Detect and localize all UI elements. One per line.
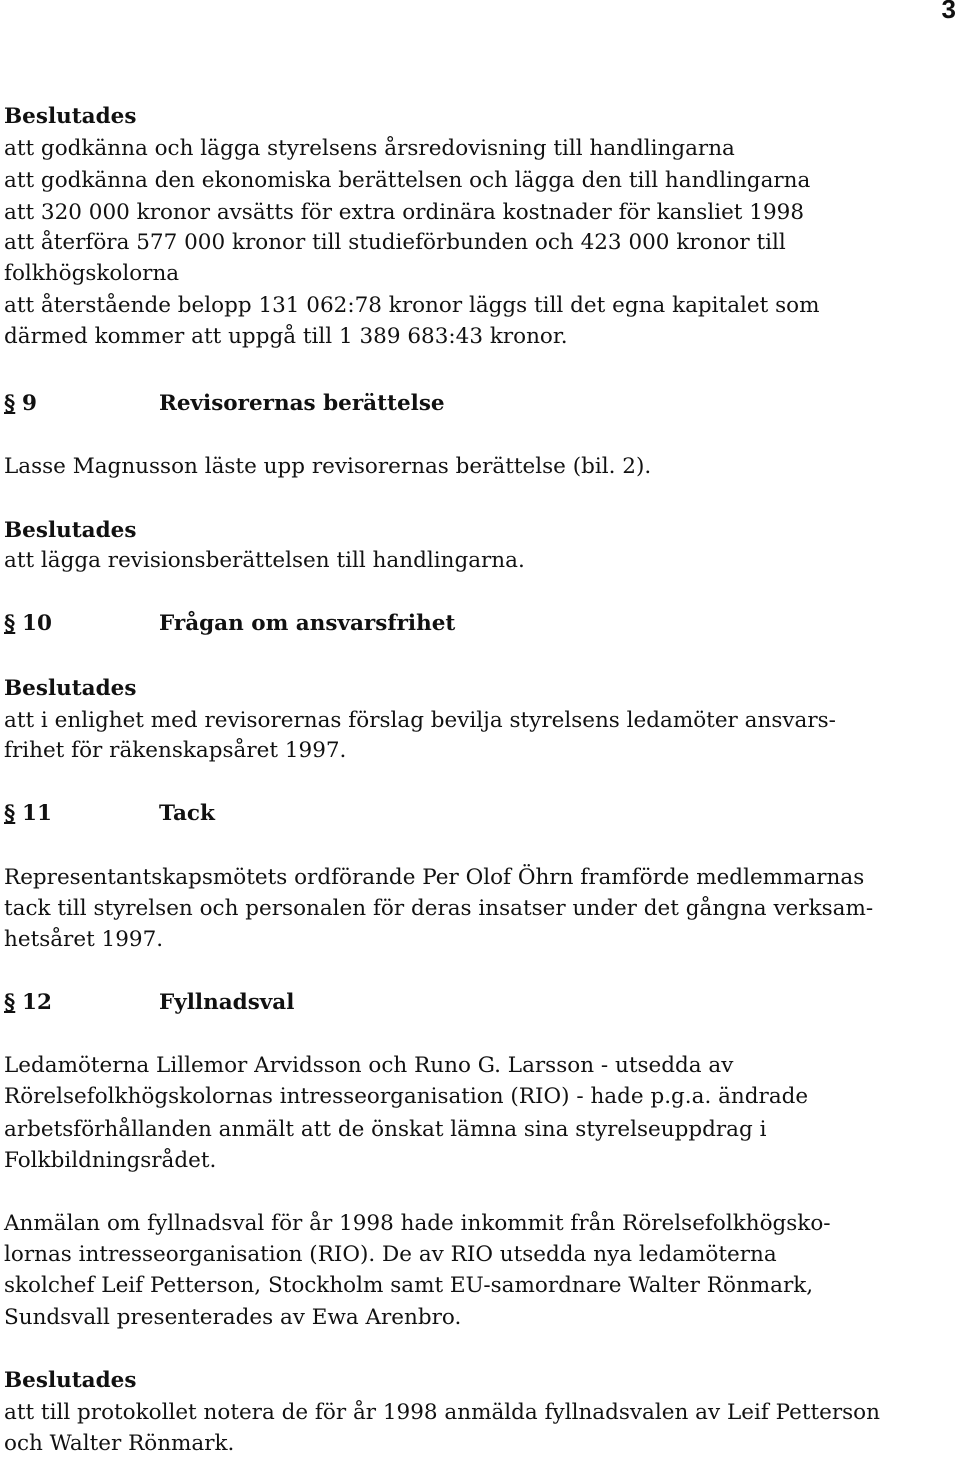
section-title: Revisorernas berättelse — [159, 391, 445, 416]
section-number: 12 — [22, 990, 52, 1015]
decision-label: Beslutades — [4, 676, 137, 701]
decision-line: folkhögskolorna — [4, 261, 180, 286]
body-text: Anmälan om fyllnadsval för år 1998 hade inkommit från Rörelsefolkhögsko- — [4, 1211, 831, 1236]
decision-line: därmed kommer att uppgå till 1 389 683:43 kronor. — [4, 324, 568, 349]
body-text: arbetsförhållanden anmält att de önskat lämna sina styrelseuppdrag i — [4, 1117, 767, 1142]
body-text: Lasse Magnusson läste upp revisorernas berättelse (bil. 2). — [4, 454, 652, 479]
body-text: tack till styrelsen och personalen för deras insatser under det gångna verksam- — [4, 896, 874, 921]
section-heading-12 — [4, 988, 294, 1018]
page-number: 3 — [941, 0, 956, 24]
section-symbol: § — [4, 801, 16, 826]
decision-label: Beslutades — [4, 104, 137, 129]
decision-line: frihet för räkenskapsåret 1997. — [4, 738, 347, 763]
body-text: Representantskapsmötets ordförande Per Olof Öhrn framförde medlemmarnas — [4, 865, 865, 890]
section-number: 9 — [22, 391, 37, 416]
section-heading-11 — [4, 799, 215, 829]
decision-line: att i enlighet med revisorernas förslag bevilja styrelsens ledamöter ansvars- — [4, 708, 836, 733]
body-text: Ledamöterna Lillemor Arvidsson och Runo G. Larsson - utsedda av — [4, 1053, 734, 1078]
section-title: Tack — [159, 801, 215, 826]
decision-line: att lägga revisionsberättelsen till handlingarna. — [4, 548, 525, 573]
body-text: Sundsvall presenterades av Ewa Arenbro. — [4, 1305, 462, 1330]
section-heading-10 — [4, 609, 455, 639]
body-text: Folkbildningsrådet. — [4, 1148, 217, 1173]
decision-line: och Walter Rönmark. — [4, 1431, 235, 1456]
body-text: hetsåret 1997. — [4, 927, 164, 952]
section-title: Frågan om ansvarsfrihet — [159, 611, 456, 636]
section-number: 10 — [22, 611, 52, 636]
decision-line: att godkänna och lägga styrelsens årsredovisning till handlingarna — [4, 136, 735, 161]
decision-line: att återföra 577 000 kronor till studieförbunden och 423 000 kronor till — [4, 230, 786, 255]
section-symbol: § — [4, 990, 16, 1015]
decision-line: att återstående belopp 131 062:78 kronor läggs till det egna kapitalet som — [4, 293, 820, 318]
decision-line: att till protokollet notera de för år 1998 anmälda fyllnadsvalen av Leif Petterson — [4, 1400, 880, 1425]
section-number: 11 — [22, 801, 52, 826]
body-text: Rörelsefolkhögskolornas intresseorganisation (RIO) - hade p.g.a. ändrade — [4, 1084, 809, 1109]
body-text: skolchef Leif Petterson, Stockholm samt EU-samordnare Walter Rönmark, — [4, 1273, 814, 1298]
decision-label: Beslutades — [4, 518, 137, 543]
section-title: Fyllnadsval — [159, 990, 295, 1015]
decision-line: att 320 000 kronor avsätts för extra ordinära kostnader för kansliet 1998 — [4, 200, 804, 225]
section-symbol: § — [4, 611, 16, 636]
section-symbol: § — [4, 391, 16, 416]
decision-label: Beslutades — [4, 1368, 137, 1393]
body-text: lornas intresseorganisation (RIO). De av RIO utsedda nya ledamöterna — [4, 1242, 777, 1267]
section-heading-9 — [4, 389, 445, 419]
decision-line: att godkänna den ekonomiska berättelsen och lägga den till handlingarna — [4, 168, 811, 193]
